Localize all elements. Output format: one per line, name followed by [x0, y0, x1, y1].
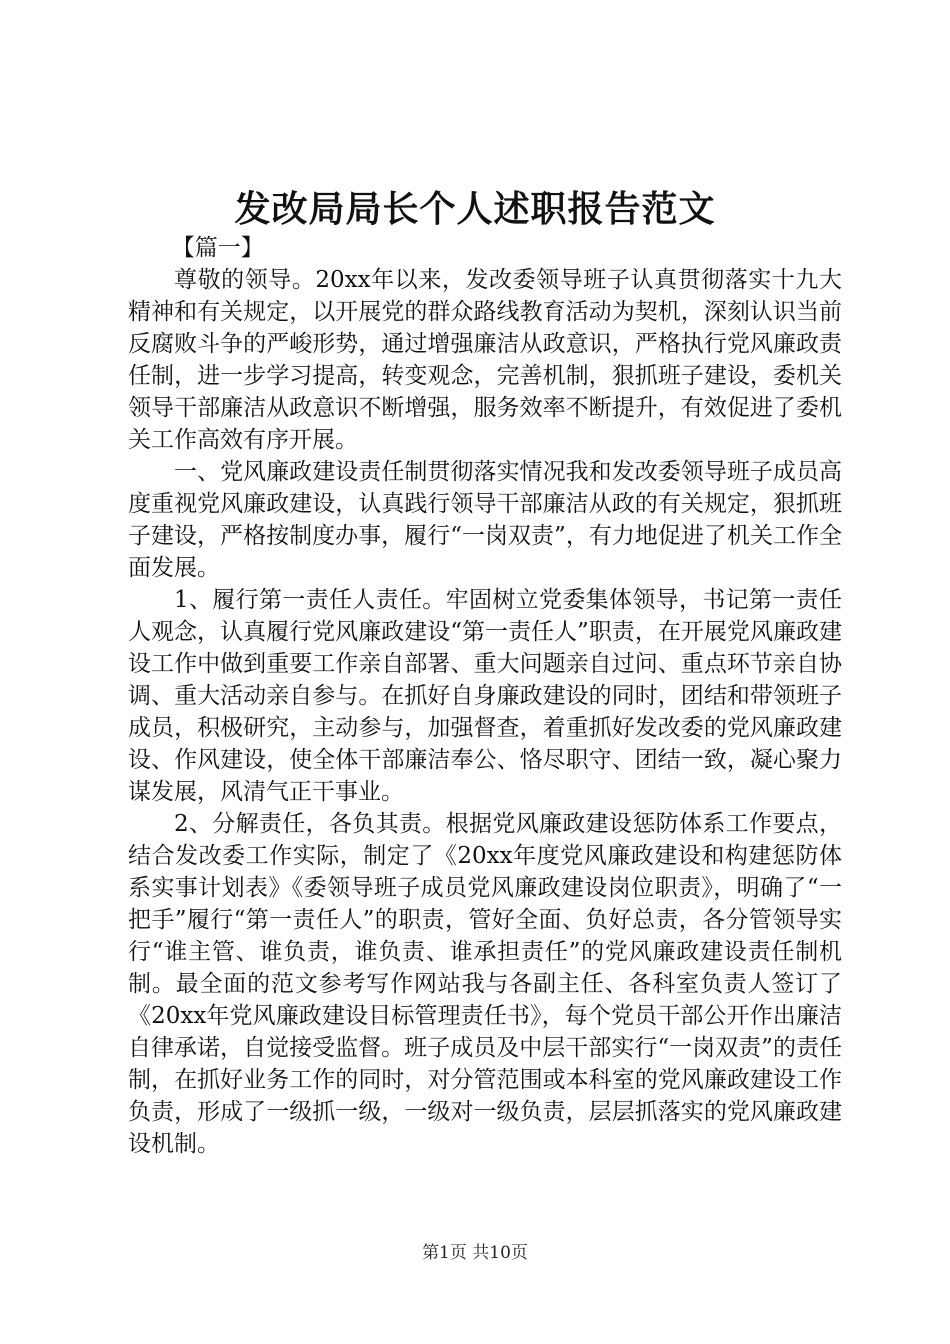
paragraph-intro: 尊敬的领导。20xx年以来，发改委领导班子认真贯彻落实十九大精神和有关规定，以开展党的群众路线教育活动为契机，深刻认识当前反腐败斗争的严峻形势，通过增强廉洁从政意识，严格执行党风廉政责任制，进一步学习提高，转变观念，完善机制，狠抓班子建设，委机关领导干部廉洁从政意识不断增强，服务效率不断提升，有效促进了委机关工作高效有序开展。 — [128, 267, 842, 453]
paragraph-item-two: 2、分解责任，各负其责。根据党风廉政建设惩防体系工作要点，结合发改委工作实际，制定了《20xx年度党风廉政建设和构建惩防体系实事计划表》《委领导班子成员党风廉政建设岗位职责》，明确了“一把手”履行“第一责任人”的职责，管好全面、负好总责，各分管领导实行“谁主管、谁负责，谁负责、谁承担责任”的党风廉政建设责任制机制。最全面的范文参考写作网站我与各副主任、各科室负责人签订了《20xx年党风廉政建设目标管理责任书》，每个党员干部公开作出廉洁自律承诺，自觉接受监督。班子成员及中层干部实行“一岗双责”的责任制，在抓好业务工作的同时，对分管范围或本科室的党风廉政建设工作负责，形成了一级抓一级，一级对一级负责，层层抓落实的党风廉政建设机制。 — [128, 811, 842, 1157]
paragraph-section-one: 一、党风廉政建设责任制贯彻落实情况我和发改委领导班子成员高度重视党风廉政建设，认真践行领导干部廉洁从政的有关规定，狠抓班子建设，严格按制度办事，履行“一岗双责”，有力地促进了机关工作全面发展。 — [128, 459, 842, 581]
paragraph-item-one: 1、履行第一责任人责任。牢固树立党委集体领导，书记第一责任人观念，认真履行党风廉政建设“第一责任人”职责，在开展党风廉政建设工作中做到重要工作亲自部署、重大问题亲自过问、重点环节亲自协调、重大活动亲自参与。在抓好自身廉政建设的同时，团结和带领班子成员，积极研究，主动参与，加强督查，着重抓好发改委的党风廉政建设、作风建设，使全体干部廉洁奉公、恪尽职守、团结一致，凝心聚力谋发展，风清气正干事业。 — [128, 587, 842, 805]
document-title: 发改局局长个人述职报告范文 — [234, 188, 716, 230]
section-label: 【篇一】 — [171, 235, 264, 261]
document-body — [128, 232, 842, 1160]
page-footer: 第1页 共10页 — [422, 1243, 528, 1263]
